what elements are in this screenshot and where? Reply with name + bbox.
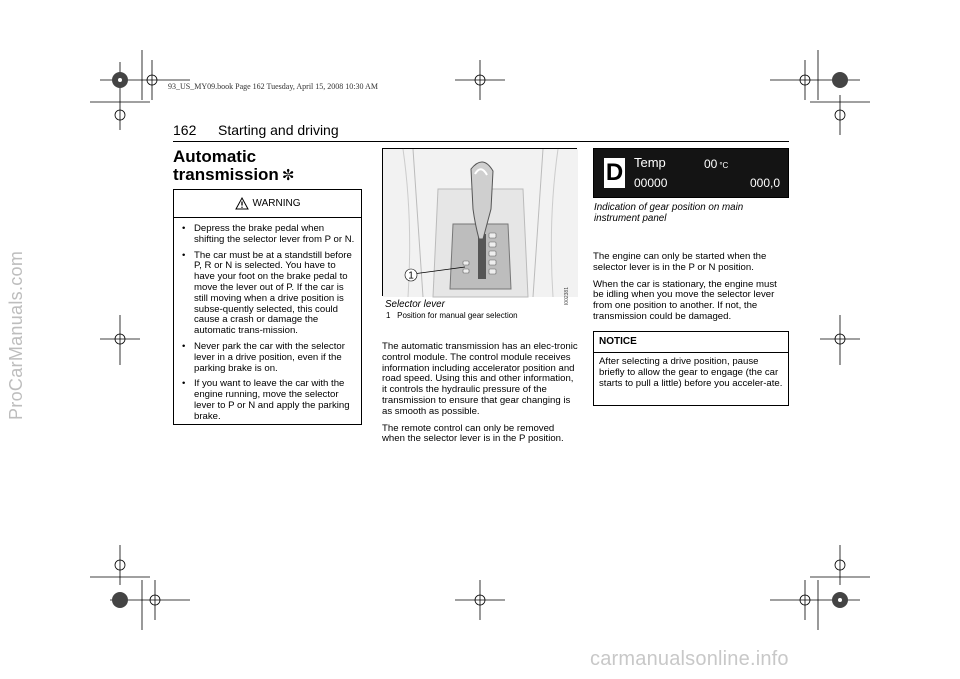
page-number: 162 xyxy=(173,122,197,138)
bottom-watermark: carmanualsonline.info xyxy=(590,648,789,670)
temp-label: Temp xyxy=(634,155,666,170)
warning-header xyxy=(174,190,361,218)
side-watermark xyxy=(0,240,26,440)
section-title: Starting and driving xyxy=(218,122,339,138)
book-info-line: 93_US_MY09.book Page 162 Tuesday, April 15, 2008 10:30 AM xyxy=(168,82,378,91)
temp-reading xyxy=(704,157,728,171)
lever-callout-number: 1 xyxy=(408,270,414,282)
temp-unit: °C xyxy=(719,161,729,170)
page-title xyxy=(173,148,294,185)
selector-lever-drawing xyxy=(383,149,578,297)
warning-box xyxy=(173,189,362,425)
side-watermark-text: ProCarManuals.com xyxy=(6,250,26,420)
paragraph: The remote control can only be removed when the selector lever is in the P position. xyxy=(382,422,564,445)
lever-caption: Selector lever xyxy=(385,299,445,310)
lever-legend: 1 Position for manual gear selection xyxy=(386,311,518,320)
snowflake-icon: ✼ xyxy=(281,167,295,184)
display-caption: Indication of gear position on main instrument panel xyxy=(594,202,744,224)
odometer-value: 00000 xyxy=(634,176,668,190)
title-line-1: Automatic xyxy=(173,147,257,166)
header-rule xyxy=(173,141,789,142)
notice-text: After selecting a drive position, pause briefly to allow the gear to engage (the car starts to pull a little) before you acceler-ate. xyxy=(599,356,783,389)
warning-list xyxy=(174,224,361,423)
paragraph: When the car is stationary, the engine must be idling when you move the selector lever from one position to another. If not, the transmission could be damaged. xyxy=(593,278,777,322)
warning-triangle-icon xyxy=(235,197,249,210)
paragraph: The engine can only be started when the selector lever is in the P or N position. xyxy=(593,251,767,273)
right-body-text xyxy=(593,252,790,329)
warning-item: • The car must be at a standstill before P, R or N is selected. You have to have your foot on the brake pedal to move the lever out of P. If the car is still moving when a drive position is subse-quently selected, this could cause a crash or damage the automatic trans-mission. xyxy=(188,251,355,337)
warning-item: • If you want to leave the car with the engine running, move the selector lever to P or N and apply the parking brake. xyxy=(188,379,355,422)
instrument-display xyxy=(593,148,789,198)
paragraph: The automatic transmission has an elec-tronic control module. The control module receives information including accelerator position and road speed. Using this and other information, it controls the hydraulic pressure of the transmission to ensure that gear changing is as smooth as possible. xyxy=(382,341,578,417)
middle-body-text xyxy=(382,342,578,451)
image-code: I002381 xyxy=(564,287,570,306)
notice-box xyxy=(593,331,789,406)
title-line-2: transmission xyxy=(173,165,279,184)
warning-title: WARNING xyxy=(252,198,301,209)
notice-title: NOTICE xyxy=(594,332,788,353)
warning-item: • Never park the car with the selector lever in a drive position, even if the parking brake is on. xyxy=(188,342,355,374)
trip-value: 000,0 xyxy=(749,176,780,190)
temp-value: 00 xyxy=(704,157,718,171)
gear-indicator: D xyxy=(605,159,624,186)
warning-item: • Depress the brake pedal when shifting the selector lever from P or N. xyxy=(188,224,355,246)
